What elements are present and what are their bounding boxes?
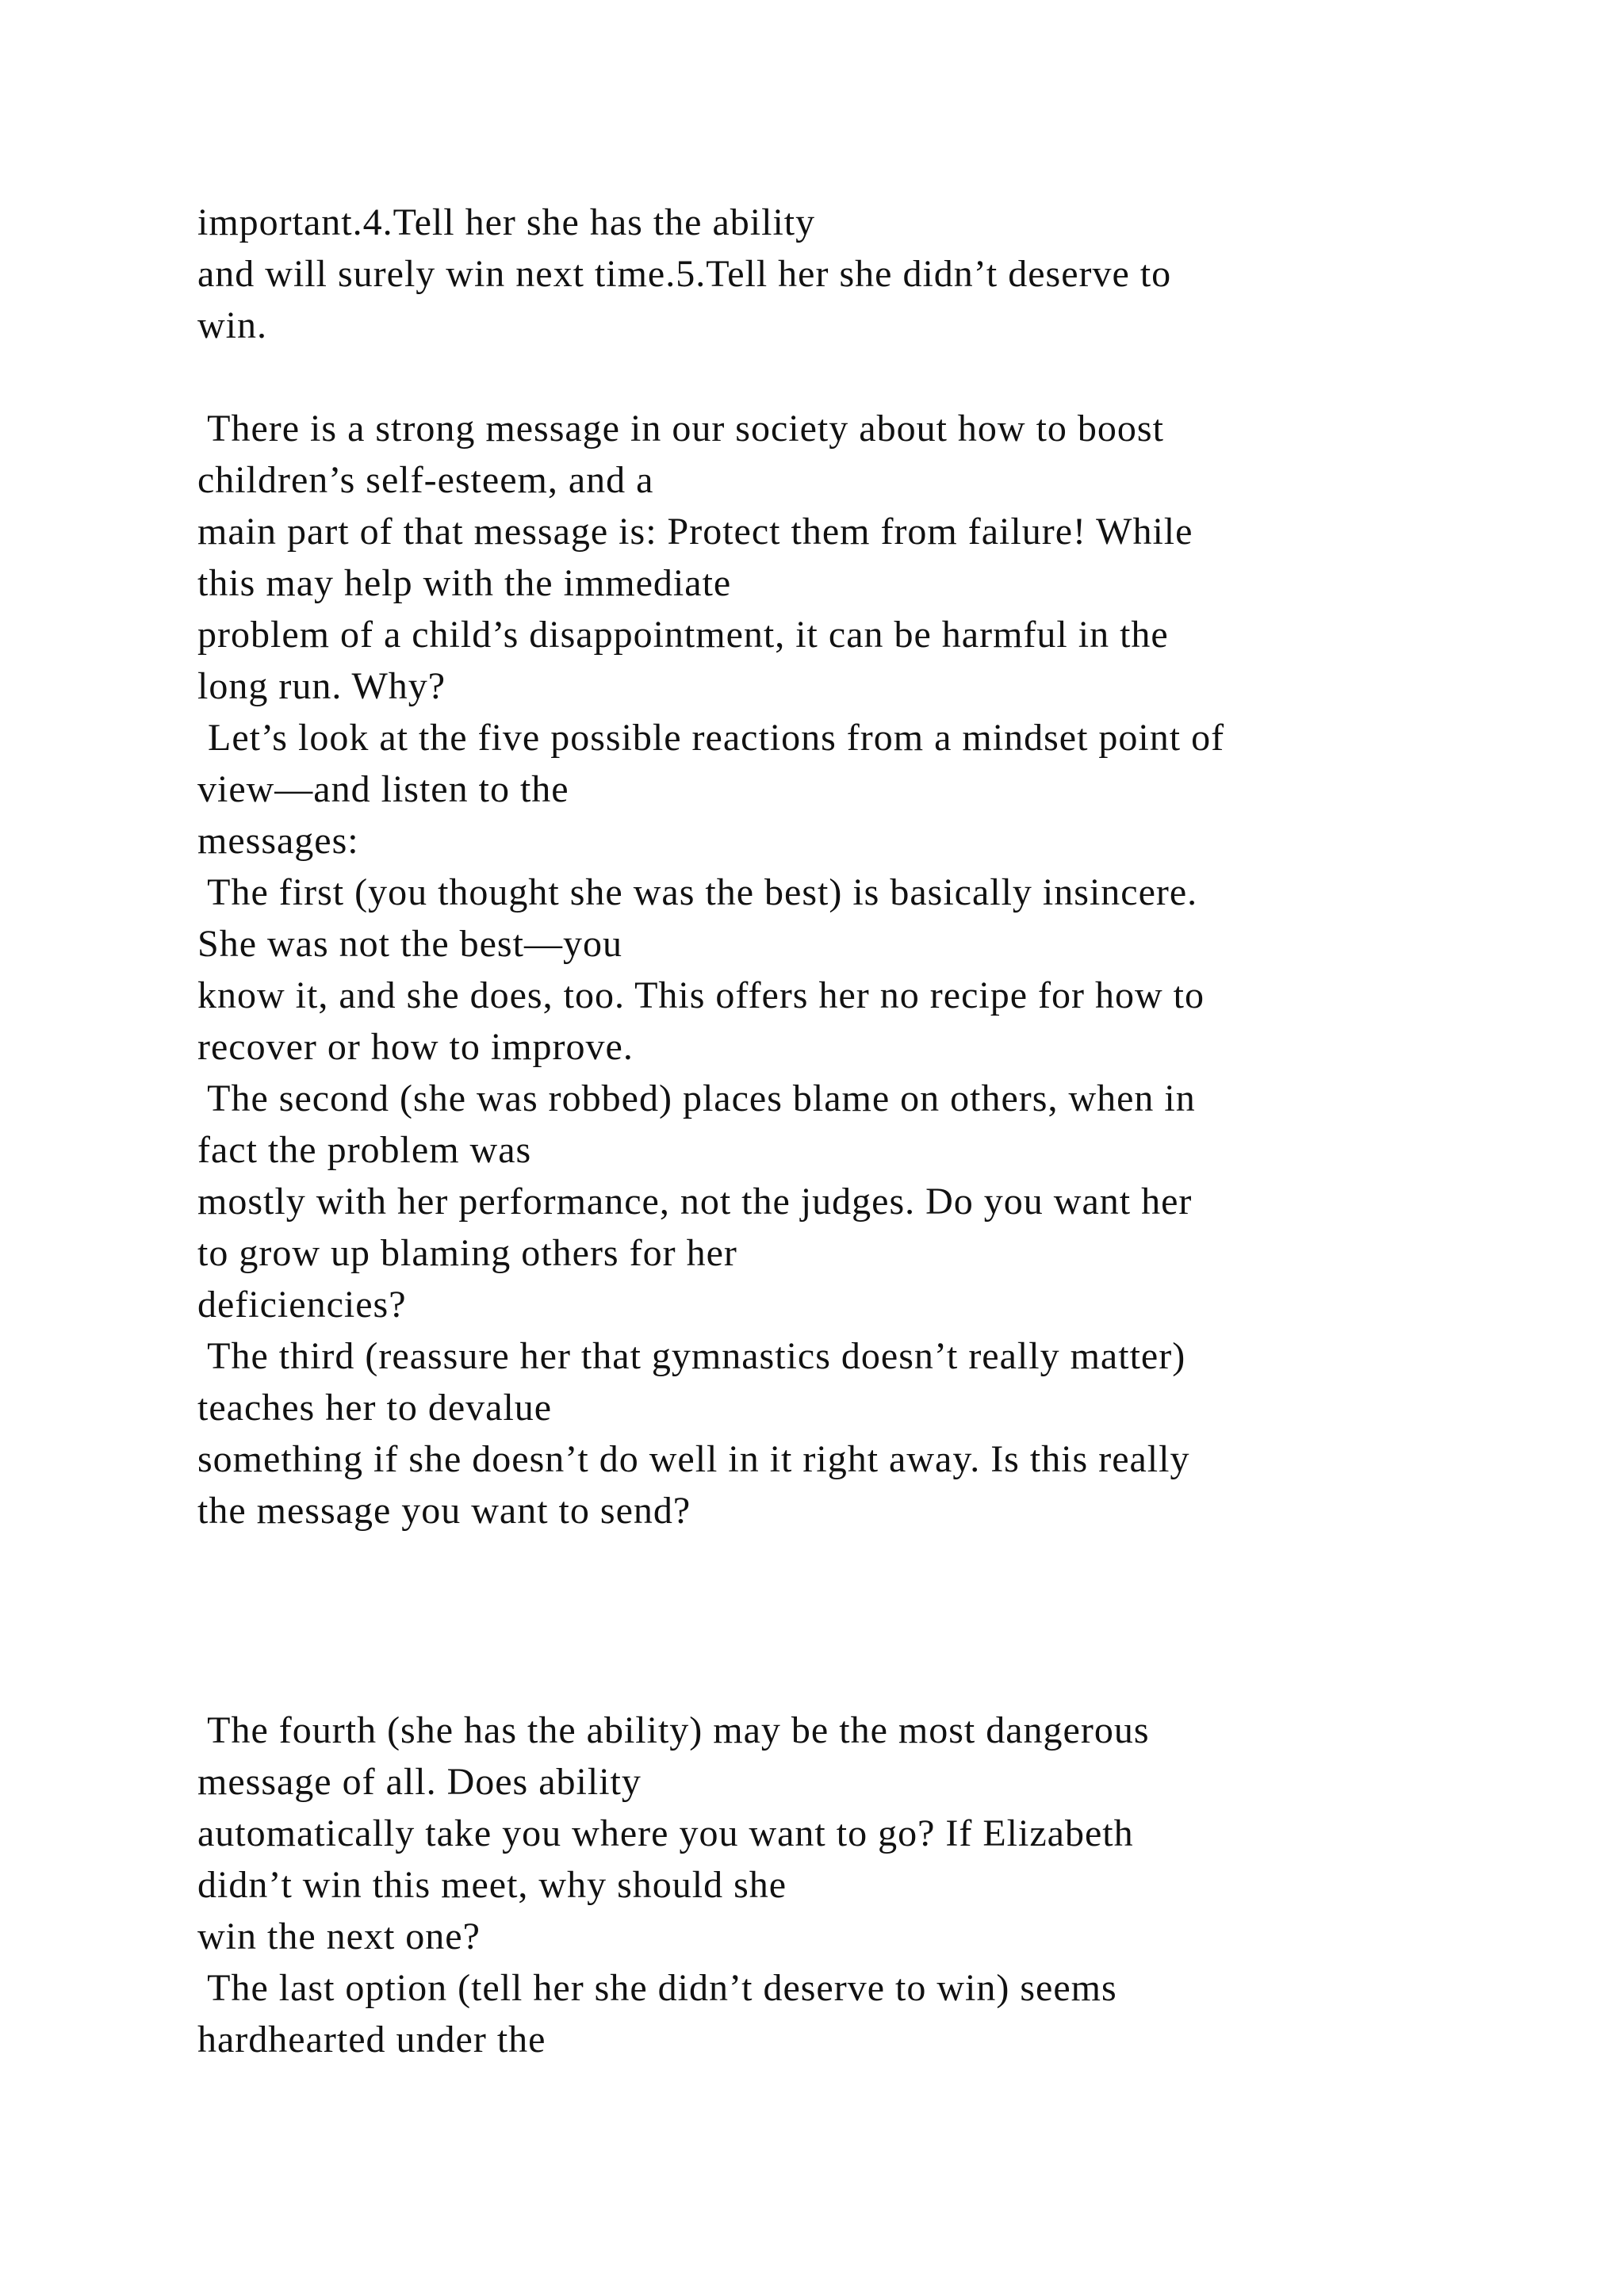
text-line: There is a strong message in our society about how to boost xyxy=(197,408,1164,450)
text-line: and will surely win next time.5.Tell her she didn’t deserve to xyxy=(197,253,1172,295)
text-line: didn’t win this meet, why should she xyxy=(197,1864,787,1906)
text-line: to grow up blaming others for her xyxy=(197,1232,737,1274)
text-line: main part of that message is: Protect them from failure! While xyxy=(197,511,1193,553)
text-line: Let’s look at the five possible reactions from a mindset point of xyxy=(197,717,1225,759)
text-block-main xyxy=(197,403,1530,1536)
text-line: teaches her to devalue xyxy=(197,1387,553,1429)
text-line: messages: xyxy=(197,820,359,862)
text-line: The second (she was robbed) places blame on others, when in xyxy=(197,1077,1196,1119)
text-line: this may help with the immediate xyxy=(197,562,732,604)
text-line: The first (you thought she was the best) is basically insincere. xyxy=(197,871,1198,913)
text-line: important.4.Tell her she has the ability xyxy=(197,201,816,243)
text-line: The third (reassure her that gymnastics doesn’t really matter) xyxy=(197,1335,1186,1377)
text-line: The fourth (she has the ability) may be the most dangerous xyxy=(197,1709,1150,1751)
text-line: view—and listen to the xyxy=(197,768,569,810)
text-line: message of all. Does ability xyxy=(197,1761,642,1803)
text-block-intro xyxy=(197,197,1530,351)
text-line: know it, and she does, too. This offers her no recipe for how to xyxy=(197,974,1205,1016)
text-block-conclusion xyxy=(197,1705,1530,2065)
text-line: problem of a child’s disappointment, it can be harmful in the xyxy=(197,614,1169,656)
text-line: something if she doesn’t do well in it right away. Is this really xyxy=(197,1438,1190,1480)
text-line: recover or how to improve. xyxy=(197,1026,634,1068)
text-line: long run. Why? xyxy=(197,665,446,707)
text-line: deficiencies? xyxy=(197,1284,407,1326)
text-line: win. xyxy=(197,304,267,346)
text-line: She was not the best—you xyxy=(197,923,622,965)
text-line: fact the problem was xyxy=(197,1129,532,1171)
text-line: The last option (tell her she didn’t deserve to win) seems xyxy=(197,1967,1117,2009)
text-line: the message you want to send? xyxy=(197,1490,691,1532)
text-line: win the next one? xyxy=(197,1915,481,1957)
text-line: children’s self-esteem, and a xyxy=(197,459,654,501)
text-line: mostly with her performance, not the judges. Do you want her xyxy=(197,1181,1193,1223)
text-line: hardhearted under the xyxy=(197,2019,546,2061)
text-line: automatically take you where you want to go? If Elizabeth xyxy=(197,1812,1134,1854)
